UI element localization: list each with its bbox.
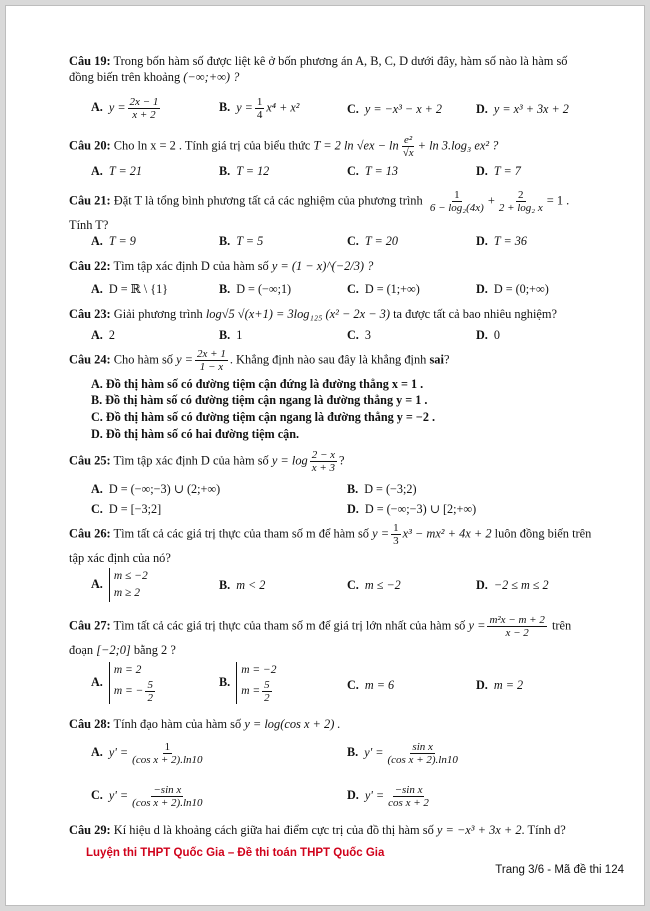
- question-24-option-c[interactable]: C. Đồ thị hàm số có đường tiệm cận ngang là đường thẳng y = −2 .: [91, 410, 436, 424]
- question-23: Câu 23: Giải phương trình log√5 √(x+1) = 3log₁₂₅ (x² − 2x − 3) ta được tất cả bao nhiêu nghiệm?: [69, 307, 558, 321]
- question-29: Câu 29: Kí hiệu d là khoảng cách giữa hai điểm cực trị của đồ thị hàm số y = −x³ + 3x + 2. Tính d?: [69, 823, 566, 837]
- option-a[interactable]: A. 2: [91, 328, 115, 342]
- question-25-options-row2: [91, 502, 631, 518]
- option-a[interactable]: A. y = $\frac{2x - 1}{x + 2}$: [91, 96, 159, 121]
- question-25: Câu 25: Tìm tập xác định D của hàm số y = log $\frac{2 - x}{x + 3}$ ?: [69, 449, 345, 474]
- question-21-line2: Tính T?: [69, 218, 109, 232]
- question-27-line2: đoạn [−2;0] bằng 2 ?: [69, 643, 176, 657]
- question-22: Câu 22: Tìm tập xác định D của hàm số y = (1 − x)^(−2/3) ?: [69, 259, 374, 273]
- option-b[interactable]: B. y = $\frac{1}{4}$ x⁴ + x²: [219, 96, 300, 121]
- option-b[interactable]: B. T = 12: [219, 164, 270, 178]
- question-27-options: [91, 662, 631, 708]
- question-28: Câu 28: Tính đạo hàm của hàm số y = log(cos x + 2) .: [69, 717, 341, 731]
- question-25-options-row1: [91, 482, 631, 498]
- option-a[interactable]: A. T = 9: [91, 234, 136, 248]
- question-24-option-d[interactable]: D. Đồ thị hàm số có hai đường tiệm cận.: [91, 427, 300, 441]
- option-c[interactable]: C. 3: [347, 328, 371, 342]
- question-20-options: [91, 164, 631, 180]
- option-c[interactable]: C. m ≤ −2: [347, 578, 401, 592]
- option-d[interactable]: D. −2 ≤ m ≤ 2: [476, 578, 549, 592]
- option-c[interactable]: C. D = (1;+∞): [347, 282, 420, 296]
- option-c[interactable]: C. T = 13: [347, 164, 398, 178]
- question-19: Câu 19: Trong bốn hàm số được liệt kê ở bốn phương án A, B, C, D dưới đây, hàm số nào là hàm số: [69, 54, 568, 68]
- option-d[interactable]: D. m = 2: [476, 678, 524, 692]
- option-b[interactable]: B. y' = $\frac{\text{sin x}}{\text{(cos x + 2).ln10}}$: [347, 741, 458, 766]
- option-c[interactable]: C. m = 6: [347, 678, 395, 692]
- question-28-options-row1: [91, 741, 631, 773]
- question-28-options-row2: [91, 784, 631, 816]
- question-19-options: [91, 96, 631, 126]
- question-24: Câu 24: Cho hàm số y = $\frac{2x + 1}{1 - x}$ . Khẳng định nào sau đây là khẳng định sai?: [69, 348, 450, 373]
- option-b[interactable]: B. m < 2: [219, 578, 266, 592]
- option-c[interactable]: C. T = 20: [347, 234, 398, 248]
- option-b[interactable]: B. D = (−∞;1): [219, 282, 292, 296]
- question-21-options: [91, 234, 631, 250]
- question-26-line2: tập xác định của nó?: [69, 551, 171, 565]
- option-d[interactable]: D. y' = $\frac{\text{−sin x}}{\text{cos x + 2}}$: [347, 784, 429, 809]
- option-c[interactable]: C. y = −x³ − x + 2: [347, 102, 443, 116]
- option-d[interactable]: D. T = 36: [476, 234, 527, 248]
- option-d[interactable]: D. D = (−∞;−3) ∪ [2;+∞): [347, 502, 477, 516]
- option-a[interactable]: A. y' = $\frac{1}{\text{(cos x + 2).ln10}}$: [91, 741, 203, 766]
- question-26: Câu 26: Tìm tất cả các giá trị thực của tham số m để hàm số y = $\frac{1}{3}$ x³ − mx² + 4x + 2 luôn đồng biến trên: [69, 522, 592, 547]
- question-22-options: [91, 282, 631, 298]
- option-d[interactable]: D. T = 7: [476, 164, 521, 178]
- footer-site-title: Luyện thi THPT Quốc Gia – Đề thi toán THPT Quốc Gia: [86, 847, 385, 859]
- option-c[interactable]: C. D = [−3;2]: [91, 502, 162, 516]
- question-21: Câu 21: Đặt T là tổng bình phương tất cả các nghiệm của phương trình $\frac{1}{\text{6 − log₂(4x)}}$ + $\frac{2}{\text{2 + log₂ x}}$ = 1 .: [69, 189, 570, 214]
- question-27: Câu 27: Tìm tất cả các giá trị thực của tham số m để giá trị lớn nhất của hàm số y = $\frac{\text{m²x − m + 2}}{x - 2}$ trên: [69, 614, 572, 639]
- option-a[interactable]: A. D = ℝ \ {1}: [91, 282, 169, 296]
- option-b[interactable]: B. D = (−3;2): [347, 482, 417, 496]
- option-b[interactable]: B. m = −2 m = $\frac{5}{2}$: [219, 664, 277, 704]
- option-b[interactable]: B. 1: [219, 328, 243, 342]
- option-b[interactable]: B. T = 5: [219, 234, 264, 248]
- option-a[interactable]: A. D = (−∞;−3) ∪ (2;+∞): [91, 482, 221, 496]
- question-26-options: [91, 568, 631, 606]
- option-d[interactable]: D. D = (0;+∞): [476, 282, 549, 296]
- question-24-option-a[interactable]: A. Đồ thị hàm số có đường tiệm cận đứng là đường thẳng x = 1 .: [91, 377, 424, 391]
- question-24-option-b[interactable]: B. Đồ thị hàm số có đường tiệm cận ngang là đường thẳng y = 1 .: [91, 393, 428, 407]
- option-a[interactable]: A. m ≤ −2 m ≥ 2: [91, 568, 148, 602]
- question-23-options: [91, 328, 631, 344]
- option-d[interactable]: D. 0: [476, 328, 500, 342]
- exam-page: [5, 5, 645, 906]
- question-19-line2: đồng biến trên khoảng (−∞;+∞) ?: [69, 70, 240, 84]
- option-a[interactable]: A. m = 2 m = − $\frac{5}{2}$: [91, 662, 157, 704]
- footer-page-info: Trang 3/6 - Mã đề thi 124: [495, 864, 624, 876]
- question-20: Câu 20: Cho ln x = 2 . Tính giá trị của biểu thức T = 2 ln √ex − ln $\frac{\text{e²}}{√x}$ + ln 3.log₃ ex² ?: [69, 134, 499, 159]
- option-c[interactable]: C. y' = $\frac{\text{−sin x}}{\text{(cos x + 2).ln10}}$: [91, 784, 203, 809]
- option-d[interactable]: D. y = x³ + 3x + 2: [476, 102, 569, 116]
- option-a[interactable]: A. T = 21: [91, 164, 142, 178]
